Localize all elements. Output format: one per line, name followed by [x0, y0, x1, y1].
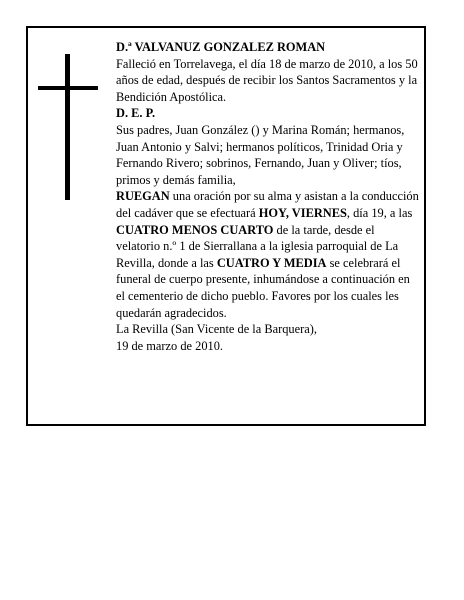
conduction-time: CUATRO MENOS CUARTO [116, 222, 274, 237]
notice-text [116, 39, 421, 354]
place-line: La Revilla (San Vicente de la Barquera), [116, 322, 317, 337]
date-line: 19 de marzo de 2010. [116, 338, 224, 353]
request-verb: RUEGAN [116, 189, 170, 204]
funeral-request: RUEGAN una oración por su alma y asistan a la conducción del cadáver que se efectuará HOY, VIERNES, día 19, a las CUATRO MENOS CUARTO de la tarde, desde el velatorio n.º 1 de Sierrallana a la iglesia parroquial de La Revilla, donde a las CUATRO Y MEDIA se celebrará el funeral de cuerpo presente, inhumándose a continuación en el cementerio de dicho pueblo. Favores por los cuales les quedarán agradecidos. [116, 189, 419, 320]
cross-icon [38, 54, 98, 200]
cross-vertical-bar [65, 54, 70, 200]
cross-horizontal-bar [38, 86, 98, 90]
family-list: Sus padres, Juan González () y Marina Román; hermanos, Juan Antonio y Salvi; hermanos políticos, Trinidad Oria y Fernando Rivero; sobrinos, Fernando, Juan y Oliver; tíos, primos y demás familia, [116, 122, 405, 187]
rip-line: D. E. P. [116, 106, 156, 121]
deceased-name: D.ª VALVANUZ GONZALEZ ROMAN [116, 40, 326, 54]
death-announcement: Falleció en Torrelavega, el día 18 de marzo de 2010, a los 50 años de edad, después de recibir los Santos Sacramentos y la Bendición Apostólica. [116, 56, 418, 104]
funeral-time: CUATRO Y MEDIA [216, 255, 327, 270]
obituary-notice [26, 26, 426, 426]
funeral-day: HOY, VIERNES [258, 205, 347, 220]
